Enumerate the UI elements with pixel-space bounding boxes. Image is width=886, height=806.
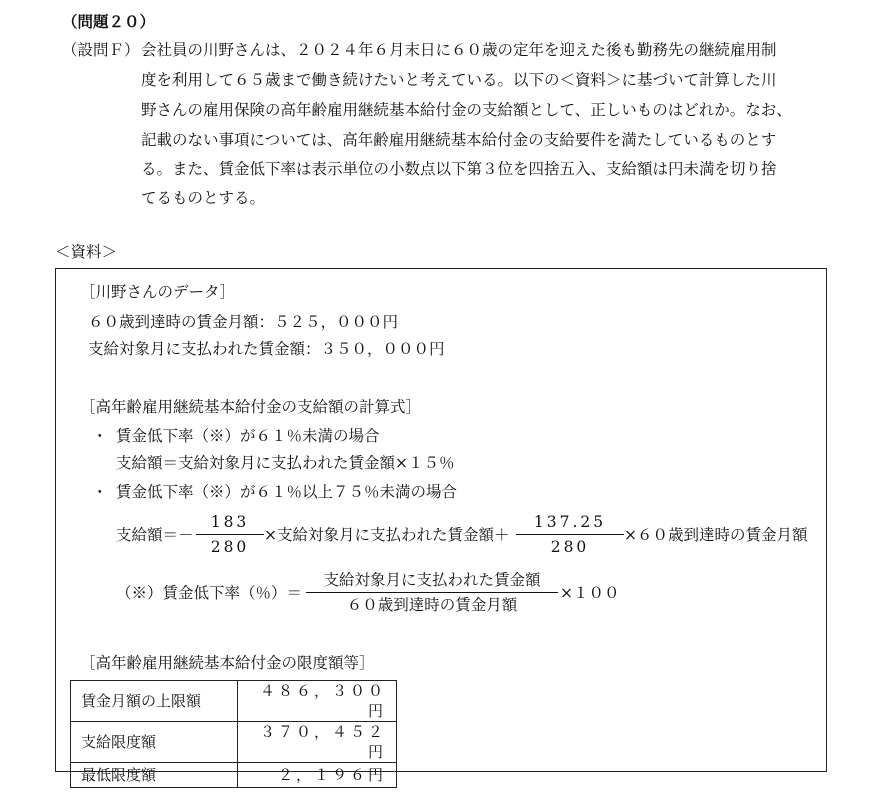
question-label: （設問Ｆ） [62,41,140,59]
ratio-tail: ×１００ [560,584,620,602]
question-line: 記載のない事項については、高年齢雇用継続基本給付金の支給要件を満たしているものとす [141,131,777,149]
row-value: ４８６，３００円 [238,681,397,722]
case2-label: 賃金低下率（※）が６１％以上７５％未満の場合 [116,483,458,501]
fraction-137-280 [516,512,624,557]
table-row [71,763,397,788]
question-line: 度を利用して６５歳まで働き続けたいと考えている。以下の＜資料＞に基づいて計算した川 [141,71,777,89]
question-line: てるものとする。 [141,189,266,207]
question-line: 野さんの雇用保険の高年齢雇用継続基本給付金の支給額として、正しいものはどれか。なお、 [141,101,792,119]
formula-heading: ［高年齢雇用継続基本給付金の支給額の計算式］ [80,398,422,416]
formula-tail: ×６０歳到達時の賃金月額 [624,526,808,544]
bullet: ・ [92,427,108,445]
material-label: ＜資料＞ [55,243,118,261]
table-row [71,722,397,763]
bullet: ・ [92,483,108,501]
denominator: 280 [550,538,590,556]
row-value: ２，１９６円 [238,763,397,788]
data-heading: ［川野さんのデータ］ [80,283,236,301]
denominator: ６０歳到達時の賃金月額 [346,596,518,614]
denominator: 280 [210,538,250,556]
table-row [71,681,397,722]
data-line: 支給対象月に支払われた賃金額：３５０，０００円 [88,340,445,358]
numerator: 183 [196,512,264,535]
limit-table [70,680,397,788]
case1-label: 賃金低下率（※）が６１％未満の場合 [116,427,380,445]
problem-title: （問題２０） [62,12,156,31]
row-label: 賃金月額の上限額 [71,681,238,722]
row-label: 最低限度額 [71,763,238,788]
limit-heading: ［高年齢雇用継続基本給付金の限度額等］ [80,654,375,672]
formula-mid: ×支給対象月に支払われた賃金額＋ [264,526,510,544]
numerator: 137.25 [516,512,624,535]
question-line: 会社員の川野さんは、２０２４年６月末日に６０歳の定年を迎えた後も勤務先の継続雇用制 [141,41,777,59]
ratio-fraction [306,570,558,615]
fraction-183-280 [196,512,264,557]
ratio-lhs: （※）賃金低下率（％）＝ [116,584,303,602]
formula-lhs: 支給額＝－ [116,526,194,544]
question-line: る。また、賃金低下率は表示単位の小数点以下第３位を四捨五入、支給額は円未満を切り捨 [141,160,777,178]
numerator: 支給対象月に支払われた賃金額 [306,570,558,593]
case1-formula: 支給額＝支給対象月に支払われた賃金額×１５％ [116,454,455,472]
row-value: ３７０，４５２円 [238,722,397,763]
data-line: ６０歳到達時の賃金月額：５２５，０００円 [88,313,399,331]
row-label: 支給限度額 [71,722,238,763]
